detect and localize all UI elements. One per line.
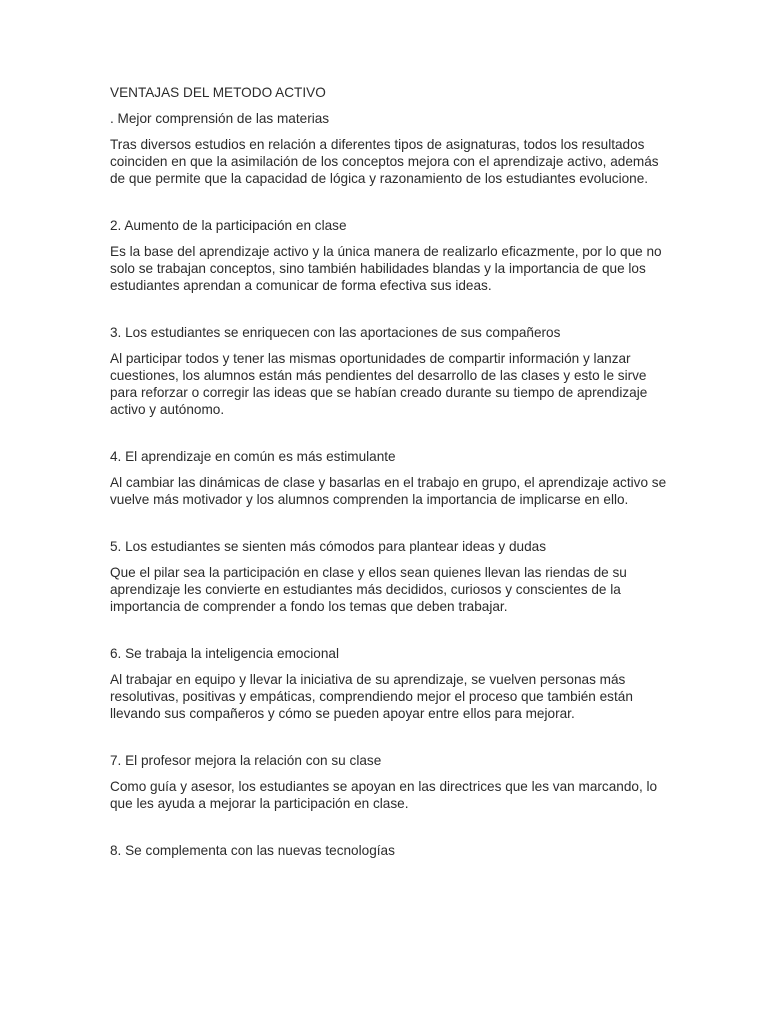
section-paragraph: Al participar todos y tener las mismas oportunidades de compartir información y lanzar cuestiones, los alumnos están más pendientes del desarrollo de las clases y esto le sirve para reforzar o corregir las ideas que se habían creado durante su tiempo de aprendizaje activo y autónomo. [110, 351, 648, 417]
section-heading: 7. El profesor mejora la relación con su clase [110, 753, 382, 768]
section-3 [110, 324, 670, 418]
section-heading: 2. Aumento de la participación en clase [110, 218, 347, 233]
section-heading: 4. El aprendizaje en común es más estimulante [110, 449, 396, 464]
document-page [110, 84, 670, 868]
section-heading: . Mejor comprensión de las materias [110, 111, 330, 126]
section-heading: 5. Los estudiantes se sienten más cómodos para plantear ideas y dudas [110, 539, 547, 554]
section-7 [110, 752, 670, 812]
section-paragraph: Al trabajar en equipo y llevar la iniciativa de su aprendizaje, se vuelven personas más resolutivas, positivas y empáticas, comprendiendo mejor el proceso que también están llevando sus compañeros y cómo se pueden apoyar entre ellos para mejorar. [110, 672, 633, 721]
section-heading: 6. Se trabaja la inteligencia emocional [110, 646, 339, 661]
section-4 [110, 448, 670, 508]
section-paragraph: Es la base del aprendizaje activo y la única manera de realizarlo eficazmente, por lo que no solo se trabajan conceptos, sino también habilidades blandas y la importancia de que los estudiantes aprendan a comunicar de forma efectiva sus ideas. [110, 244, 662, 293]
section-2 [110, 217, 670, 294]
section-paragraph: Tras diversos estudios en relación a diferentes tipos de asignaturas, todos los resultados coinciden en que la asimilación de los conceptos mejora con el aprendizaje activo, además de que permite que la capacidad de lógica y razonamiento de los estudiantes evolucione. [110, 137, 659, 186]
section-6 [110, 645, 670, 722]
document-title: VENTAJAS DEL METODO ACTIVO [110, 85, 326, 100]
section-paragraph: Al cambiar las dinámicas de clase y basarlas en el trabajo en grupo, el aprendizaje activo se vuelve más motivador y los alumnos comprenden la importancia de implicarse en ello. [110, 475, 667, 507]
section-paragraph: Que el pilar sea la participación en clase y ellos sean quienes llevan las riendas de su aprendizaje les convierte en estudiantes más decididos, curiosos y conscientes de la importancia de comprender a fondo los temas que deben trabajar. [110, 565, 627, 614]
section-5 [110, 538, 670, 615]
section-heading: 3. Los estudiantes se enriquecen con las aportaciones de sus compañeros [110, 325, 561, 340]
section-heading: 8. Se complementa con las nuevas tecnologías [110, 843, 395, 858]
section-paragraph: Como guía y asesor, los estudiantes se apoyan en las directrices que les van marcando, lo que les ayuda a mejorar la participación en clase. [110, 779, 658, 811]
section-8 [110, 842, 670, 859]
section-1 [110, 110, 670, 187]
